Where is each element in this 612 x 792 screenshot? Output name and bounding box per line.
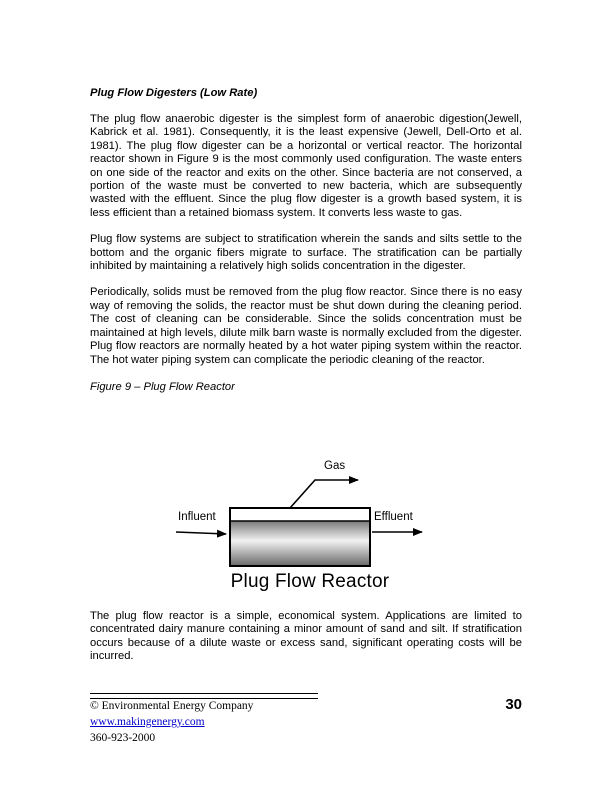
footer xyxy=(90,698,522,746)
figure-caption: Figure 9 – Plug Flow Reactor xyxy=(90,380,235,393)
paragraph-1: The plug flow anaerobic digester is the simplest form of anaerobic digestion(Jewell, Kabrick et al. 1981). Consequently, it is the least expensive (Jewell, Dell-Orto et al. 1981). The plug flow digester can be a horizontal or vertical reactor. The horizontal reactor shown in Figure 9 is the most commonly used configuration. The waste enters on one side of the reactor and exits on the other. Since bacteria are not conserved, a portion of the waste must be converted to new bacteria, which are subsequently wasted with the effluent. Since the plug flow digester is a growth based system, it is less efficient than a retained biomass system. It converts less waste to gas. xyxy=(90,113,522,219)
closing-paragraph: The plug flow reactor is a simple, economical system. Applications are limited to concentrated dairy manure containing a minor amount of sand and silt. If stratification occurs because of a dilute waste or excess sand, significant operating costs will be incurred. xyxy=(90,610,522,663)
influent-label: Influent xyxy=(178,511,216,523)
page-number: 30 xyxy=(505,696,522,713)
section-heading: Plug Flow Digesters (Low Rate) xyxy=(90,87,258,99)
main-text xyxy=(90,86,522,394)
gas-label: Gas xyxy=(324,460,346,472)
paragraph-3: Periodically, solids must be removed from the plug flow reactor. Since there is no easy way of removing the solids, the reactor must be shut down during the cleaning period. The cost of cleaning can be considerable. Since the solids concentration must be maintained at high levels, dilute milk barn waste is normally excluded from the digester. Plug flow reactors are normally heated by a hot water piping system within the reactor. The hot water piping system can complicate the periodic cleaning of the reactor. xyxy=(90,286,522,366)
gas-arrow xyxy=(290,480,358,508)
footer-company: © Environmental Energy Company xyxy=(90,700,254,712)
closing-text xyxy=(90,610,522,677)
reactor-liquid xyxy=(231,521,369,565)
influent-arrow xyxy=(176,532,226,534)
effluent-label: Effluent xyxy=(374,511,413,523)
footer-website-link[interactable]: www.makingenergy.com xyxy=(90,716,205,728)
figure-title: Plug Flow Reactor xyxy=(230,571,390,592)
plug-flow-reactor-figure xyxy=(160,450,460,610)
paragraph-2: Plug flow systems are subject to stratification wherein the sands and silts settle to the bottom and the organic fibers migrate to surface. The stratification can be partially inhibited by maintaining a relatively high solids concentration in the digester. xyxy=(90,233,522,273)
footer-phone: 360-923-2000 xyxy=(90,732,156,744)
